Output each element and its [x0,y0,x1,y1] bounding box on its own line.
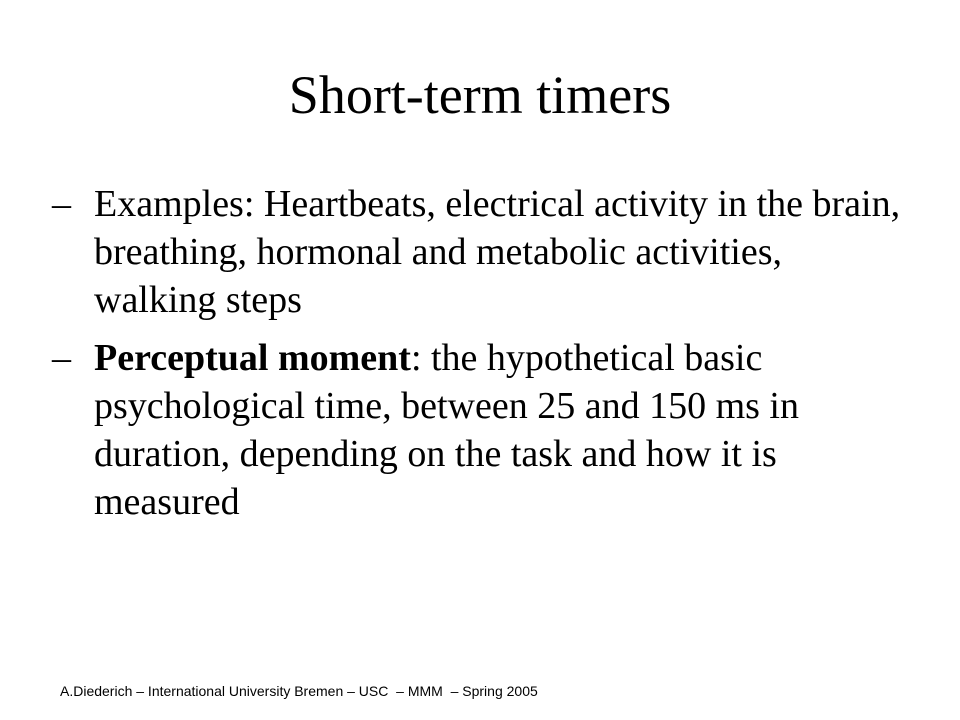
dash-bullet-icon: – [52,183,71,225]
slide-title: Short-term timers [288,65,672,125]
bullet-text: Examples: Heartbeats, electrical activity in the brain, breathing, hormonal and metabolic activities, walking steps [94,183,901,321]
bullet-list [52,180,912,536]
slide-footer: A.Diederich – International University Bremen – USC – MMM – Spring 2005 [60,683,538,699]
bullet-item [52,334,912,526]
bullet-item [52,180,912,324]
bullet-term: Perceptual moment [94,337,411,379]
bullet-text: : the hypothetical basic psychological time, between 25 and 150 ms in duration, depending on the task and how it is measured [94,337,799,523]
dash-bullet-icon: – [52,337,71,379]
